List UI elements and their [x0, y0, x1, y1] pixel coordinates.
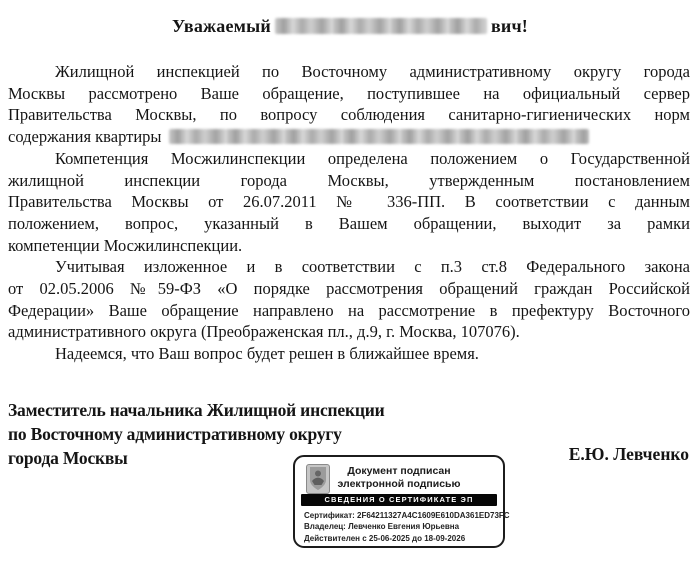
- salutation-suffix: вич!: [490, 16, 529, 36]
- letter-line: Жилищной инспекцией по Восточному административному округу города: [55, 62, 690, 81]
- letter-line: положением, вопрос, указанный в Вашем обращении, выходит за рамки: [8, 213, 690, 233]
- stamp-validity: Действителен с 25-06-2025 до 18-09-2026: [304, 533, 466, 543]
- signatory-title-line: Заместитель начальника Жилищной инспекции: [8, 400, 385, 420]
- letter-line: жилищной инспекции города Москвы, утвержденным постановлением: [8, 170, 690, 190]
- redacted-recipient-name: [275, 18, 487, 34]
- signatory-title-line: города Москвы: [8, 448, 128, 468]
- signatory-title-line: по Восточному административному округу: [8, 424, 342, 444]
- letter-line-text: содержания квартиры: [8, 127, 162, 147]
- letter-line: Надеемся, что Ваш вопрос будет решен в ближайшее время.: [55, 344, 479, 364]
- stamp-title: [295, 465, 503, 491]
- letter-line: Учитывая изложенное и в соответствии с п.3 ст.8 Федерального закона: [55, 257, 690, 277]
- paragraph-3: [8, 256, 690, 343]
- salutation-heading: [0, 16, 700, 37]
- letter-line: Москвы рассмотрено Ваше обращение, поступившее на официальный сервер: [8, 83, 690, 103]
- stamp-certificate-number: Сертификат: 2F64211327A4C1609E610DA361ED73FC: [304, 511, 510, 520]
- letter-line: Федерации» Ваше обращение направлено на рассмотрение в префектуру Восточного: [8, 300, 690, 320]
- letter-line: от 02.05.2006 №59-ФЗ «О порядке рассмотрения обращений граждан Российской: [8, 279, 690, 299]
- letter-line: Компетенция Мосжилинспекции определена положением о Государственной: [55, 148, 690, 168]
- paragraph-4: [8, 343, 690, 365]
- signatory-name: Е.Ю. Левченко: [568, 444, 689, 464]
- letter-line: Правительства Москвы от 26.07.2011 № 336-ПП. В соответствии с данным: [8, 192, 690, 212]
- letter-body: [8, 61, 690, 365]
- paragraph-1: [8, 61, 690, 148]
- letter-line: [8, 126, 690, 148]
- stamp-title-line: электронной подписью: [337, 478, 461, 490]
- letter-line: административного округа (Преображенская пл., д.9, г. Москва, 107076).: [8, 322, 520, 342]
- redacted-apartment-address: [169, 129, 589, 144]
- digital-signature-stamp: [293, 455, 510, 548]
- stamp-title-line: Документ подписан: [347, 465, 451, 477]
- letter-line: Правительства Москвы, по вопросу соблюдения санитарно-гигиенических норм: [8, 105, 690, 125]
- stamp-certificate-info: [304, 510, 510, 544]
- letter-line: компетенции Мосжилинспекции.: [8, 235, 243, 255]
- stamp-certificate-banner: СВЕДЕНИЯ О СЕРТИФИКАТЕ ЭП: [301, 494, 497, 506]
- paragraph-2: [8, 148, 690, 257]
- salutation-prefix: Уважаемый: [171, 16, 271, 36]
- stamp-owner: Владелец: Левченко Евгения Юрьевна: [304, 522, 460, 532]
